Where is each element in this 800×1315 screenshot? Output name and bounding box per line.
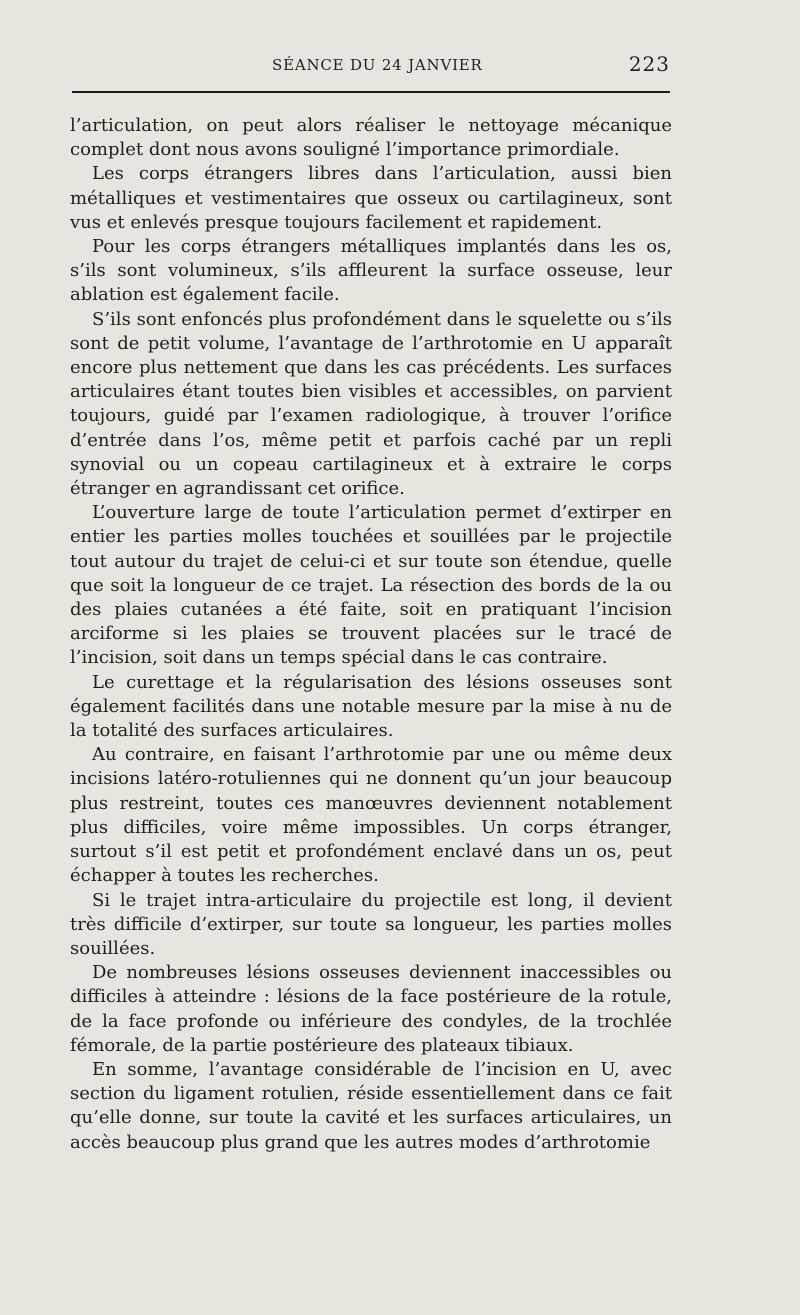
paragraph: Si le trajet intra-articulaire du projectile est long, il devient très difficile d’extirper, sur toute sa longueur, les parties molles souillées. [70,889,672,959]
paragraph: Les corps étrangers libres dans l’articulation, aussi bien métalliques et vestimentaires que osseux ou cartilagineux, sont vus et enlevés presque toujours facilement et rapidement. [70,163,672,233]
paragraph: Pour les corps étrangers métalliques implantés dans les os, s’ils sont volumineux, s’ils affleurent la surface osseuse, leur ablation est également facile. [70,236,672,306]
page-body [70,114,672,1155]
running-title: SÉANCE DU 24 JANVIER [272,56,483,74]
paragraph: De nombreuses lésions osseuses deviennent inaccessibles ou difficiles à atteindre : lésions de la face postérieure de la rotule, de la face profonde ou inférieure des condyles, de la trochlée fémorale, de la partie postérieure des plateaux tibiaux. [70,962,672,1056]
page-header [0,52,800,82]
paragraph: Au contraire, en faisant l’arthrotomie par une ou même deux incisions latéro-rotuliennes qui ne donnent qu’un jour beaucoup plus restreint, toutes ces manœuvres deviennent notablement plus difficiles, voire même impossibles. Un corps étranger, surtout s’il est petit et profondément enclavé dans un os, peut échapper à toutes les recherches. [70,744,672,887]
paragraph: S’ils sont enfoncés plus profondément dans le squelette ou s’ils sont de petit volume, l’avantage de l’arthrotomie en U apparaît encore plus nettement que dans les cas précédents. Les surfaces articulaires étant toutes bien visibles et accessibles, on parvient toujours, guidé par l’examen radiologique, à trouver l’orifice d’entrée dans l’os, même petit et parfois caché par un repli synovial ou un copeau cartilagineux et à extraire le corps étranger en agrandissant cet orifice. [70,308,672,500]
paragraph: L’ouverture large de toute l’articulation permet d’extirper en entier les parties molles touchées et souillées par le projectile tout autour du trajet de celui-ci et sur toute son étendue, quelle que soit la longueur de ce trajet. La résection des bords de la ou des plaies cutanées a été faite, soit en pratiquant l’incision arciforme si les plaies se trouvent placées sur le tracé de l’incision, soit dans un temps spécial dans le cas contraire. [70,502,672,669]
page-number: 223 [628,52,670,76]
paragraph: En somme, l’avantage considérable de l’incision en U, avec section du ligament rotulien, réside essentiellement dans ce fait qu’elle donne, sur toute la cavité et les surfaces articulaires, un accès beaucoup plus grand que les autres modes d’arthrotomie [70,1058,672,1153]
paragraph: Le curettage et la régularisation des lésions osseuses sont également facilités dans une notable mesure par la mise à nu de la totalité des surfaces articulaires. [70,671,672,742]
paragraph: l’articulation, on peut alors réaliser le nettoyage mécanique complet dont nous avons souligné l’importance primordiale. [70,115,672,161]
header-rule [72,91,670,93]
